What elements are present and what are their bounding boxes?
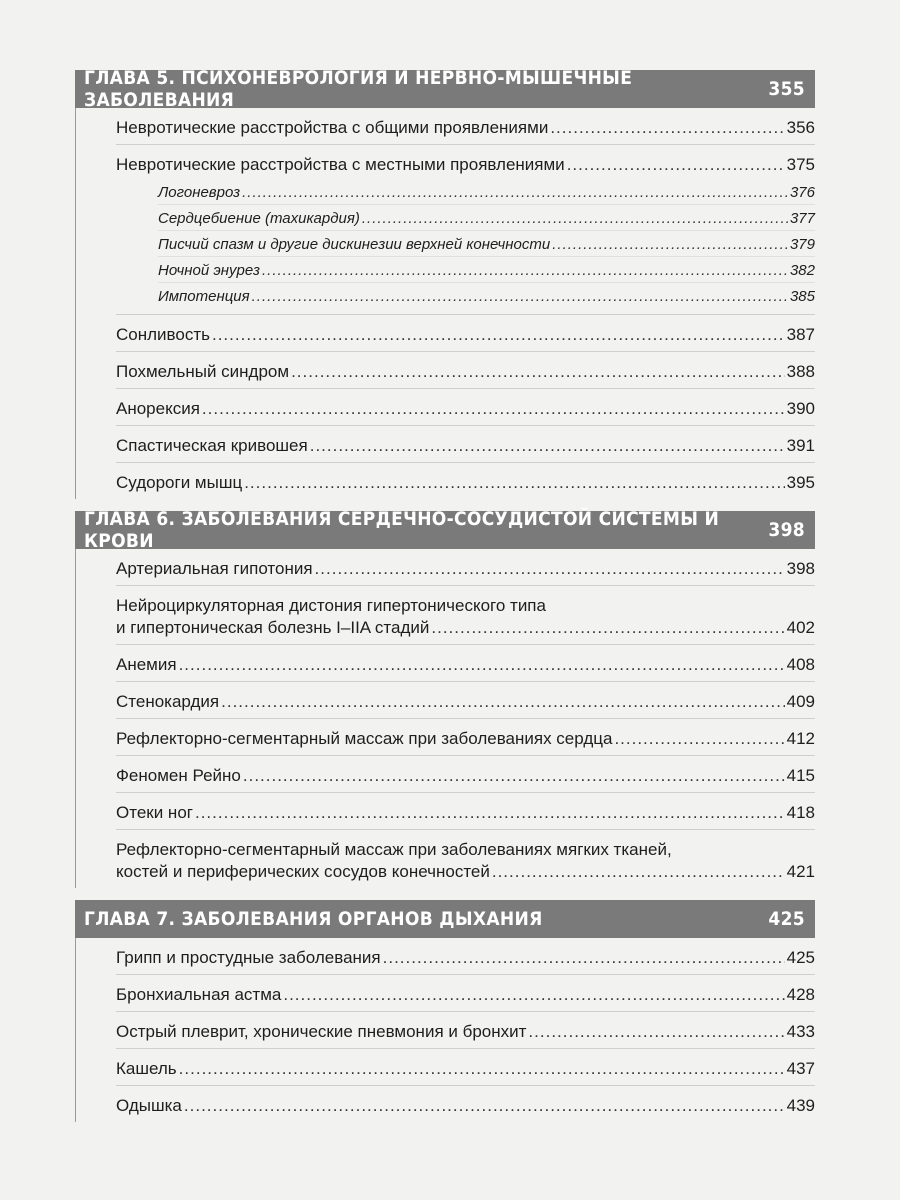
dot-leader [492, 861, 785, 883]
dot-leader [221, 691, 785, 713]
dot-leader [179, 654, 785, 676]
divider [116, 308, 815, 315]
chapter-7-entries [75, 938, 815, 1122]
toc-entry[interactable]: Кашель ..... 437 [116, 1049, 815, 1086]
toc-entry[interactable]: Анемия ..... 408 [116, 645, 815, 682]
dot-leader [195, 802, 785, 824]
chapter-page: 355 [768, 78, 805, 100]
toc-entry[interactable]: Рефлекторно-сегментарный массаж при заболеваниях мягких тканей, костей и периферических сосудов конечностей ..... 421 [116, 830, 815, 888]
toc-entry[interactable]: Невротические расстройства с общими проявлениями ..... 356 [116, 108, 815, 145]
dot-leader [567, 154, 785, 176]
dot-leader [242, 183, 788, 203]
chapter-6-heading[interactable] [75, 508, 815, 552]
toc-subentry[interactable]: Писчий спазм и другие дискинезии верхней конечности ..... 379 [158, 231, 815, 257]
dot-leader [291, 361, 785, 383]
subentry-list [116, 179, 815, 308]
toc-entry[interactable]: Похмельный синдром ..... 388 [116, 352, 815, 389]
toc-entry[interactable]: Рефлекторно-сегментарный массаж при заболеваниях сердца ..... 412 [116, 719, 815, 756]
toc-entry[interactable]: Сонливость ..... 387 [116, 315, 815, 352]
chapter-page: 398 [768, 519, 805, 541]
toc-entry[interactable]: Феномен Рейно ..... 415 [116, 756, 815, 793]
toc-entry[interactable]: Судороги мышц ..... 395 [116, 463, 815, 499]
chapter-7-heading[interactable] [75, 900, 815, 938]
chapter-5-entries [75, 108, 815, 499]
toc-entry[interactable]: Нейроциркуляторная дистония гипертонического типа и гипертоническая болезнь I–IIA стадий ..... 402 [116, 586, 815, 645]
dot-leader [614, 728, 784, 750]
toc-entry[interactable]: Стенокардия ..... 409 [116, 682, 815, 719]
chapter-5-section [75, 67, 815, 499]
toc-subentry[interactable]: Логоневроз ..... 376 [158, 179, 815, 205]
toc-entry[interactable]: Анорексия ..... 390 [116, 389, 815, 426]
chapter-6-section [75, 508, 815, 888]
table-of-contents [75, 67, 815, 1134]
toc-subentry[interactable]: Импотенция ..... 385 [158, 283, 815, 308]
dot-leader [179, 1058, 785, 1080]
toc-entry[interactable]: Бронхиальная астма ..... 428 [116, 975, 815, 1012]
toc-entry[interactable]: Грипп и простудные заболевания ..... 425 [116, 938, 815, 975]
toc-subentry[interactable]: Сердцебиение (тахикардия) ..... 377 [158, 205, 815, 231]
dot-leader [202, 398, 785, 420]
chapter-6-entries [75, 549, 815, 888]
chapter-7-section [75, 900, 815, 1122]
dot-leader [431, 617, 784, 639]
dot-leader [362, 209, 788, 229]
dot-leader [550, 117, 784, 139]
dot-leader [552, 235, 788, 255]
chapter-5-heading[interactable] [75, 67, 815, 111]
chapter-title: ГЛАВА 5. ПСИХОНЕВРОЛОГИЯ И НЕРВНО-МЫШЕЧНЫЕ ЗАБОЛЕВАНИЯ [84, 67, 633, 111]
dot-leader [310, 435, 785, 457]
chapter-page: 425 [768, 908, 805, 930]
dot-leader [528, 1021, 784, 1043]
dot-leader [262, 261, 788, 281]
dot-leader [212, 324, 785, 346]
dot-leader [184, 1095, 785, 1117]
toc-entry[interactable]: Спастическая кривошея ..... 391 [116, 426, 815, 463]
toc-subentry[interactable]: Ночной энурез ..... 382 [158, 257, 815, 283]
dot-leader [243, 765, 785, 787]
dot-leader [283, 984, 784, 1006]
dot-leader [315, 558, 785, 580]
toc-entry[interactable]: Острый плеврит, хронические пневмония и бронхит ..... 433 [116, 1012, 815, 1049]
toc-entry[interactable]: Отеки ног ..... 418 [116, 793, 815, 830]
chapter-title: ГЛАВА 6. ЗАБОЛЕВАНИЯ СЕРДЕЧНО-СОСУДИСТОЙ СИСТЕМЫ И КРОВИ [84, 508, 720, 552]
dot-leader [252, 287, 788, 307]
chapter-title: ГЛАВА 7. ЗАБОЛЕВАНИЯ ОРГАНОВ ДЫХАНИЯ [84, 908, 543, 930]
toc-entry[interactable]: Невротические расстройства с местными проявлениями ..... 375 [116, 145, 815, 181]
toc-entry[interactable]: Артериальная гипотония ..... 398 [116, 549, 815, 586]
toc-entry[interactable]: Одышка ..... 439 [116, 1086, 815, 1122]
dot-leader [383, 947, 785, 969]
dot-leader [244, 472, 784, 494]
